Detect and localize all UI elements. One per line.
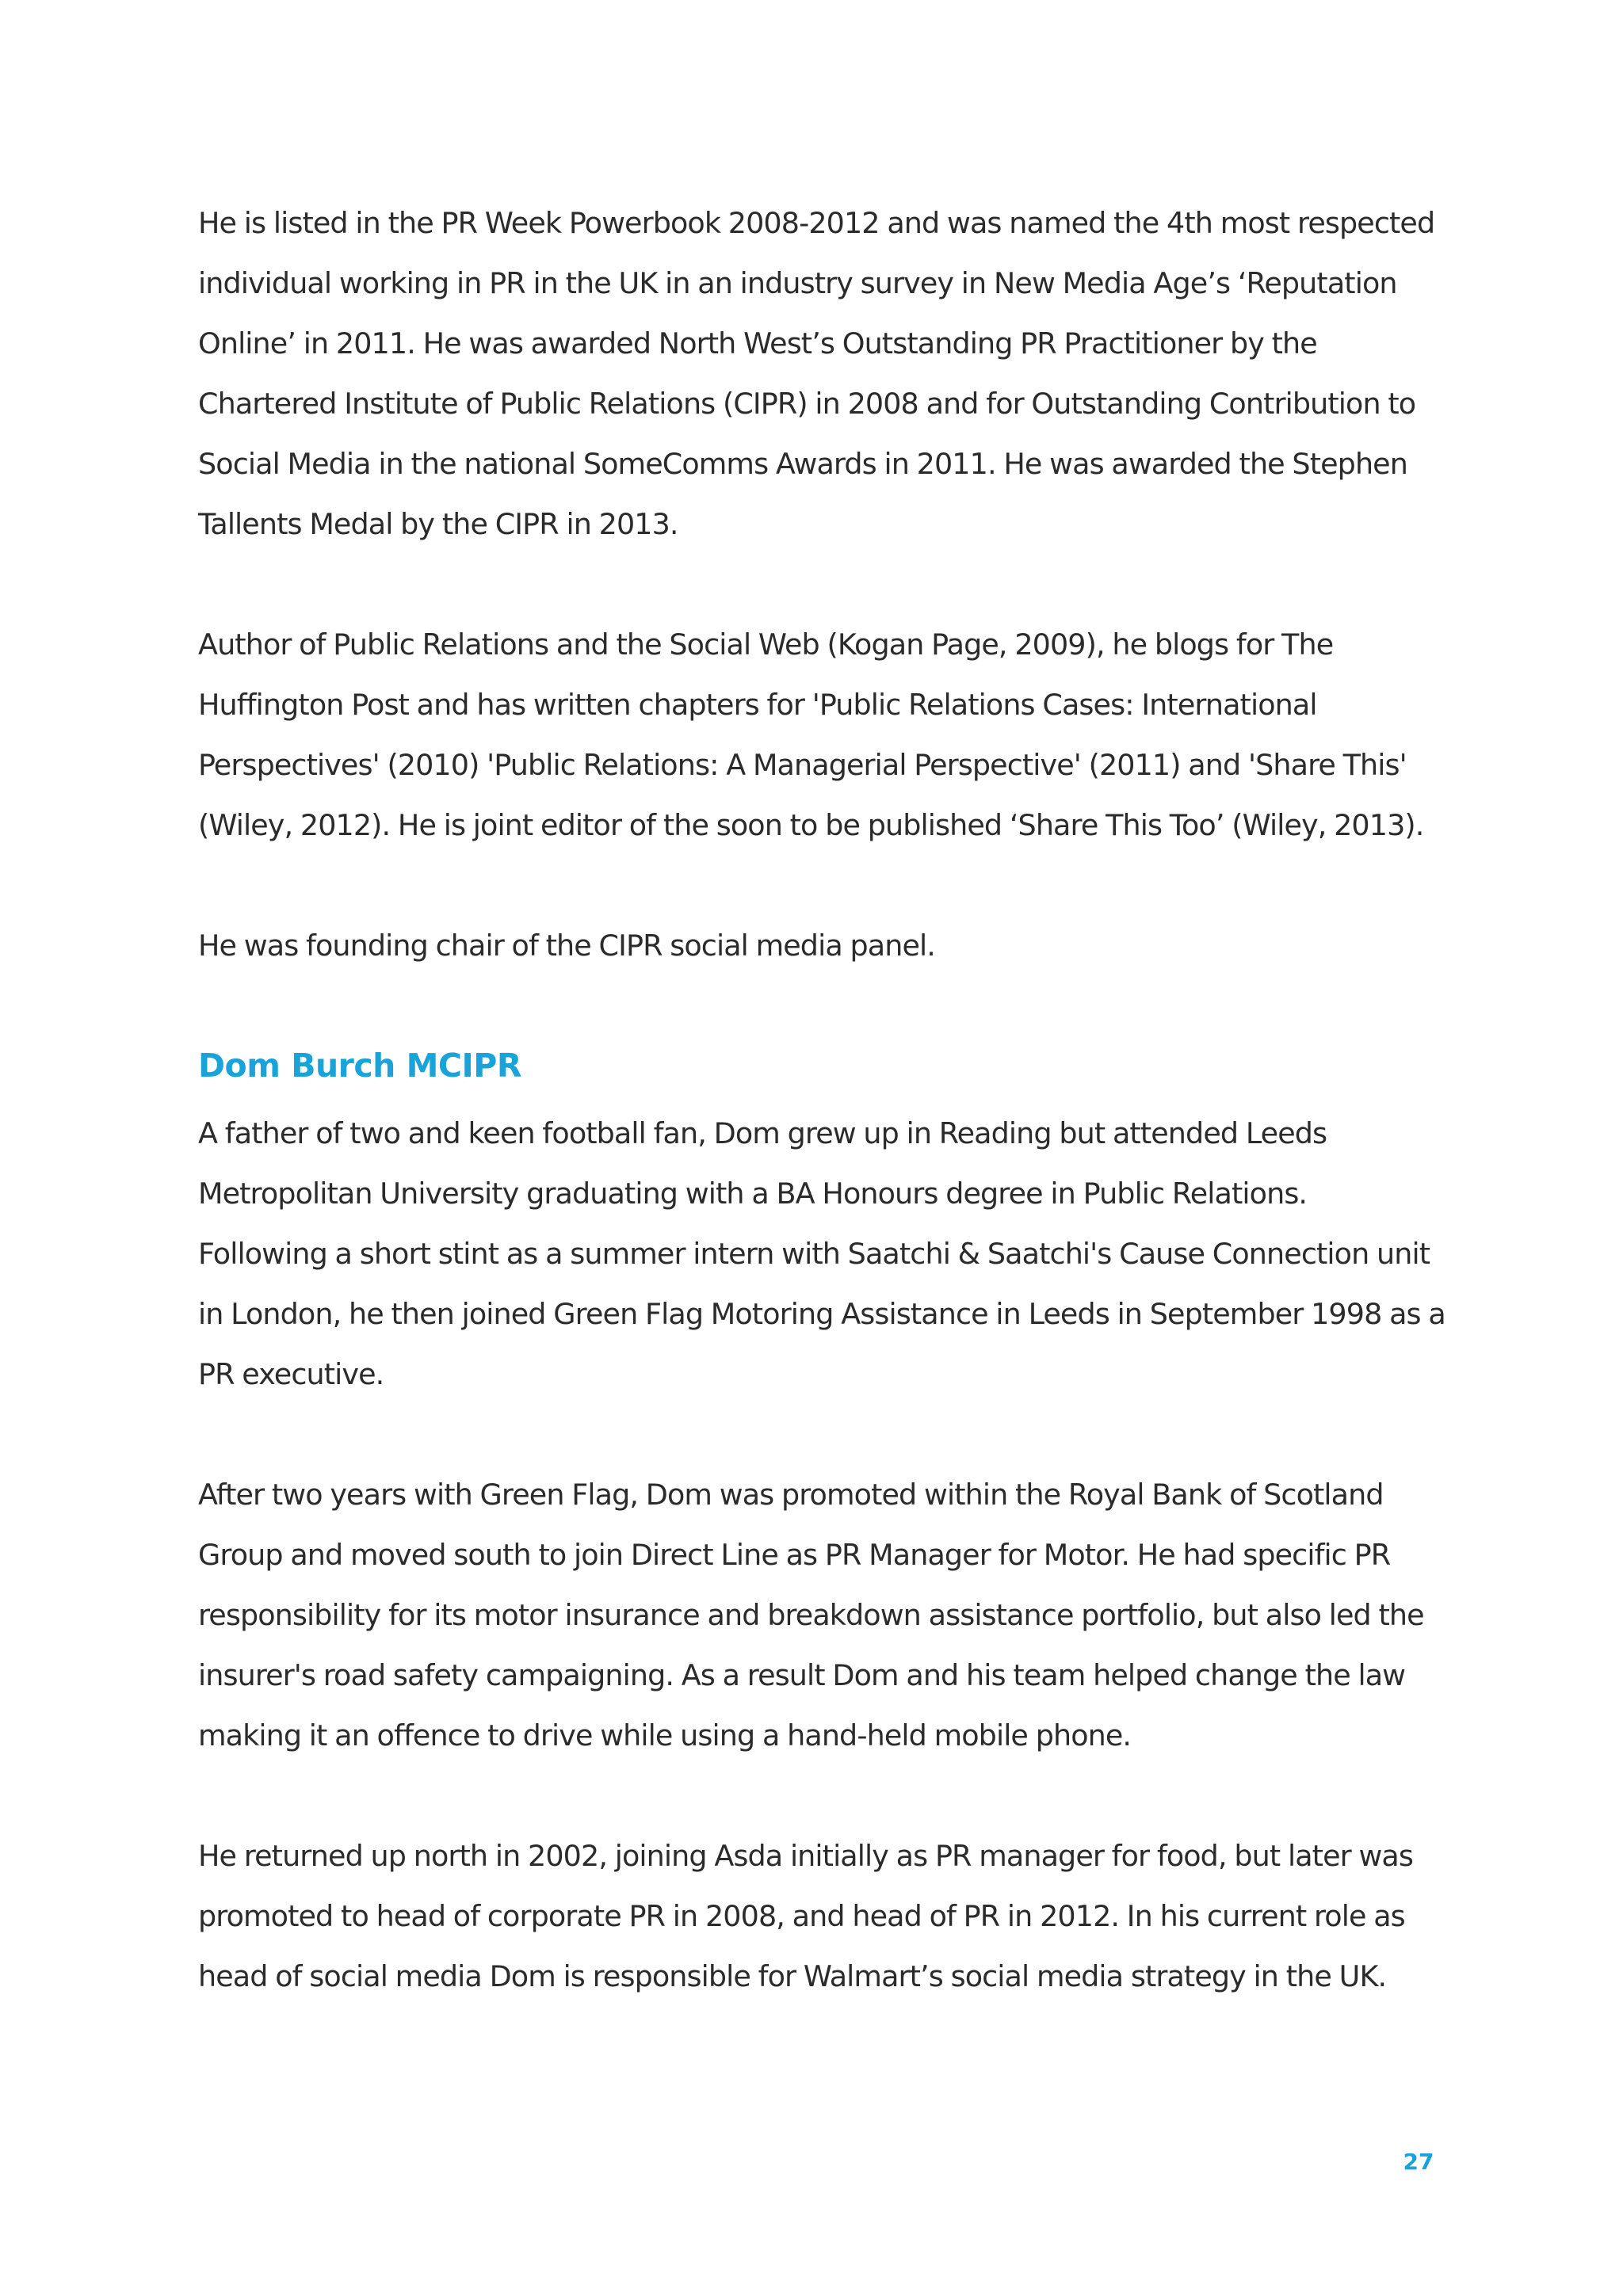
bio-paragraph-early-career <box>198 1104 1445 1405</box>
text-line: Online’ in 2011. He was awarded North West’s Outstanding PR Practitioner by the <box>198 326 1317 360</box>
text-line: Following a short stint as a summer intern with Saatchi & Saatchi's Cause Connection unit <box>198 1237 1430 1271</box>
text-line: Metropolitan University graduating with a BA Honours degree in Public Relations. <box>198 1177 1308 1211</box>
page-content <box>198 193 1445 2007</box>
text-line: Author of Public Relations and the Social Web (Kogan Page, 2009), he blogs for The <box>198 627 1334 662</box>
page-number: 27 <box>1403 2149 1434 2175</box>
text-line: Group and moved south to join Direct Line as PR Manager for Motor. He had specific PR <box>198 1538 1391 1572</box>
text-line: Perspectives' (2010) 'Public Relations: A Managerial Perspective' (2011) and 'Share This' <box>198 748 1407 782</box>
text-line: insurer's road safety campaigning. As a result Dom and his team helped change the law <box>198 1658 1406 1692</box>
text-line: in London, he then joined Green Flag Motoring Assistance in Leeds in September 1998 as a <box>198 1297 1445 1331</box>
bio-paragraph-founding-chair <box>198 916 1434 976</box>
bio-paragraph-author <box>198 615 1434 856</box>
text-line: PR executive. <box>198 1357 384 1391</box>
text-line: He returned up north in 2002, joining Asda initially as PR manager for food, but later was <box>198 1839 1413 1873</box>
text-line: responsibility for its motor insurance and breakdown assistance portfolio, but also led the <box>198 1598 1424 1632</box>
bio-paragraph-direct-line <box>198 1465 1434 1766</box>
text-line: promoted to head of corporate PR in 2008, and head of PR in 2012. In his current role as <box>198 1899 1405 1933</box>
text-line: (Wiley, 2012). He is joint editor of the soon to be published ‘Share This Too’ (Wiley, 2013). <box>198 808 1424 842</box>
text-line: A father of two and keen football fan, Dom grew up in Reading but attended Leeds <box>198 1116 1327 1150</box>
text-line: Huffington Post and has written chapters for 'Public Relations Cases: International <box>198 688 1317 722</box>
text-line: individual working in PR in the UK in an industry survey in New Media Age’s ‘Reputation <box>198 266 1397 300</box>
text-line: He is listed in the PR Week Powerbook 2008-2012 and was named the 4th most respected <box>198 206 1435 240</box>
text-line: He was founding chair of the CIPR social media panel. <box>198 929 935 963</box>
text-line: Social Media in the national SomeComms Awards in 2011. He was awarded the Stephen <box>198 447 1407 481</box>
text-line: head of social media Dom is responsible for Walmart’s social media strategy in the UK. <box>198 1959 1387 1993</box>
text-line: Tallents Medal by the CIPR in 2013. <box>198 507 678 541</box>
bio-paragraph-awards <box>198 193 1434 555</box>
text-line: After two years with Green Flag, Dom was promoted within the Royal Bank of Scotland <box>198 1478 1384 1512</box>
text-line: making it an offence to drive while using a hand-held mobile phone. <box>198 1718 1132 1753</box>
section-heading: Dom Burch MCIPR <box>198 1047 521 1085</box>
text-line: Chartered Institute of Public Relations (CIPR) in 2008 and for Outstanding Contribution to <box>198 387 1416 421</box>
bio-paragraph-asda <box>198 1826 1434 2007</box>
